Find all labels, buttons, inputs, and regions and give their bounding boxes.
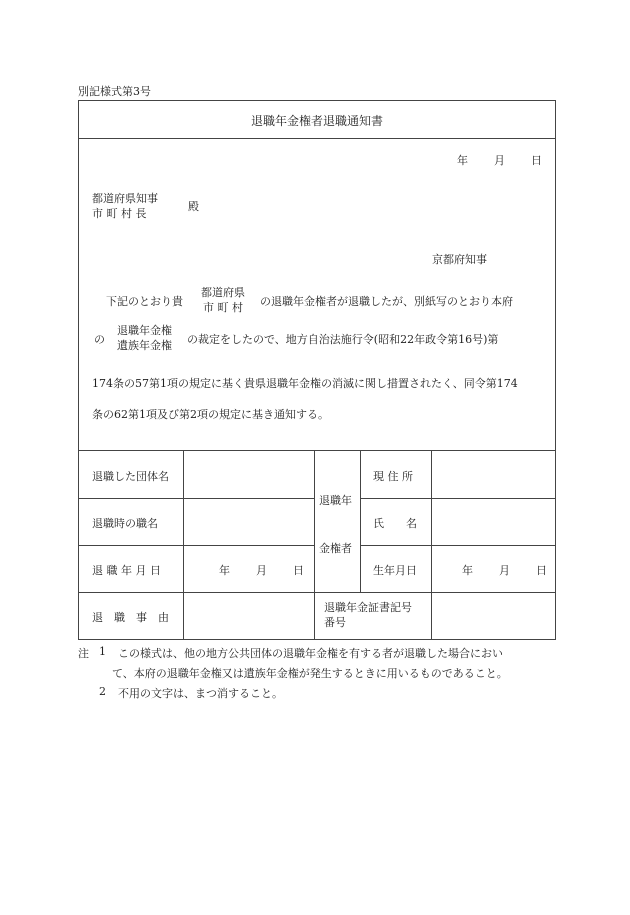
label-retired-organization: 退職した団体名 (92, 470, 169, 483)
label-retirement-reason: 退 職 事 由 (92, 611, 169, 624)
note-1-line-2: て、本府の退職年金権又は遺族年金権が発生するときに用いるものであること。 (112, 667, 508, 680)
form-number: 別記様式第3号 (78, 85, 151, 98)
issue-date-month: 月 (494, 154, 505, 167)
pension-choice-upper: 退職年金権 (117, 324, 172, 337)
label-birth-date: 生年月日 (373, 564, 417, 577)
pension-choice-lower: 遺族年金権 (117, 339, 172, 352)
body-line-4: 条の62第1項及び第2項の規定に基き通知する。 (92, 408, 329, 421)
col-divider-4 (431, 450, 432, 640)
addressee-line-1: 都道府県知事 (92, 192, 158, 205)
sender: 京都府知事 (432, 253, 487, 266)
note-1-number: 1 (99, 645, 106, 658)
note-1-line-1: この様式は、他の地方公共団体の退職年金権を有する者が退職した場合におい (118, 647, 503, 660)
pension-choice (117, 323, 172, 353)
body-divider (78, 450, 556, 451)
row-divider-2-left (78, 545, 314, 546)
birth-date-month: 月 (499, 564, 510, 577)
issue-date-day: 日 (531, 154, 542, 167)
issue-date-year: 年 (457, 154, 468, 167)
retirement-date-year: 年 (219, 564, 230, 577)
birth-date-value (462, 562, 547, 578)
label-pension-certificate-number (324, 600, 412, 630)
col-divider-1 (183, 450, 184, 640)
birth-date-day: 日 (536, 564, 547, 577)
row-divider-1-left (78, 498, 314, 499)
label-name: 氏 名 (373, 517, 417, 530)
org-choice-lower: 市 町 村 (203, 301, 243, 314)
note-2-text: 不用の文字は、まつ消すること。 (118, 687, 283, 700)
cert-label-line-2: 番号 (324, 616, 346, 629)
retirement-date-value (219, 562, 304, 578)
org-choice-upper: 都道府県 (201, 286, 245, 299)
cert-label-line-1: 退職年金証書記号 (324, 601, 412, 614)
form-title: 退職年金権者退職通知書 (250, 114, 383, 128)
org-choice (201, 285, 245, 315)
note-2-number: 2 (99, 685, 106, 698)
row-divider-1-right (360, 498, 556, 499)
notes-prefix: 注 (78, 647, 89, 660)
addressee-honorific: 殿 (188, 200, 199, 213)
addressee (92, 191, 158, 221)
title-divider (78, 138, 556, 139)
body-line-2-prefix: の (94, 333, 105, 346)
form-frame (78, 100, 556, 640)
body-line-1-prefix: 下記のとおり貴 (106, 295, 183, 308)
col-divider-2 (314, 450, 315, 640)
label-current-address: 現 住 所 (373, 470, 413, 483)
pensioner-label-upper: 退職年 (319, 494, 352, 507)
row-divider-2-right (360, 545, 556, 546)
addressee-line-2: 市 町 村 長 (92, 207, 147, 220)
row-divider-3 (78, 592, 556, 593)
col-divider-3 (360, 450, 361, 592)
pensioner-label-lower: 金権者 (319, 542, 352, 555)
retirement-date-day: 日 (293, 564, 304, 577)
body-line-3: 174条の57第1項の規定に基く貴県退職年金権の消滅に関し措置されたく、同令第174 (92, 377, 518, 390)
label-retirement-date: 退 職 年 月 日 (92, 564, 161, 577)
retirement-date-month: 月 (256, 564, 267, 577)
body-line-1-suffix: の退職年金権者が退職したが、別紙写のとおり本府 (260, 295, 513, 308)
body-line-2-suffix: の裁定をしたので、地方自治法施行令(昭和22年政令第16号)第 (187, 333, 499, 346)
birth-date-year: 年 (462, 564, 473, 577)
label-position-at-retirement: 退職時の職名 (92, 517, 158, 530)
issue-date (457, 152, 542, 168)
